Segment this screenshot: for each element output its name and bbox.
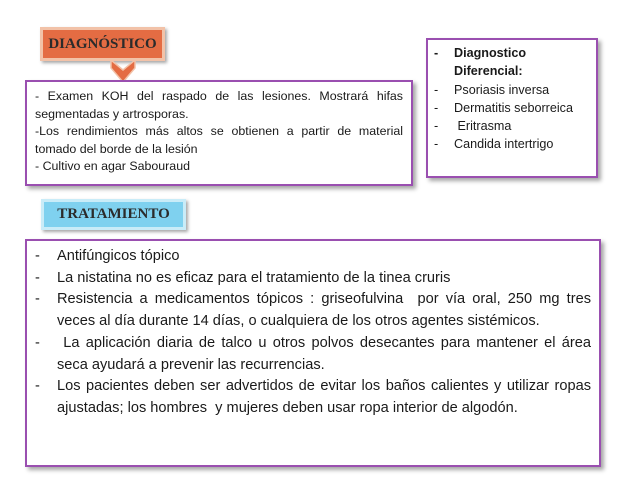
list-item: - Dermatitis seborreica <box>434 100 573 115</box>
tratamiento-title: TRATAMIENTO <box>57 206 170 222</box>
list-item: - Eritrasma <box>434 119 512 134</box>
diagnostico-line-2: -Los rendimientos más altos se obtienen a partir de material tomado del borde de la lesión <box>35 124 403 156</box>
list-item: - La aplicación diaria de talco u otros polvos desecantes para mantener el área seca ayudará a prevenir las recurrencias. <box>35 334 596 373</box>
list-item: - Los pacientes deben ser advertidos de evitar los baños calientes y utilizar ropas ajustadas; los hombres y mujeres deben usar ropa interior de algodón. <box>35 378 596 416</box>
tratamiento-label <box>41 199 186 230</box>
diagnostico-label <box>40 27 165 61</box>
list-item: - Candida intertrigo <box>434 137 554 152</box>
diagnostico-title: DIAGNÓSTICO <box>48 36 157 52</box>
diagnostico-panel <box>25 80 413 186</box>
diferencial-list <box>434 44 592 154</box>
list-item: - Antifúngicos tópico <box>35 248 180 264</box>
list-item: - Resistencia a medicamentos tópicos : griseofulvina por vía oral, 250 mg tres veces al día durante 14 días, o cualquiera de los otros agentes sistémicos. <box>35 291 596 330</box>
tratamiento-list <box>35 246 596 420</box>
diagnostico-diferencial-panel <box>426 38 598 178</box>
diagnostico-line-3: - Cultivo en agar Sabouraud <box>35 159 190 173</box>
diagnostico-line-1: - Examen KOH del raspado de las lesiones. Mostrará hifas segmentadas y artrosporas. <box>35 89 403 121</box>
diferencial-heading: - Diagnostico Diferencial: <box>434 46 527 79</box>
list-item: - Psoriasis inversa <box>434 82 550 97</box>
list-item: - La nistatina no es eficaz para el tratamiento de la tinea cruris <box>35 269 451 286</box>
tratamiento-panel <box>25 239 601 467</box>
